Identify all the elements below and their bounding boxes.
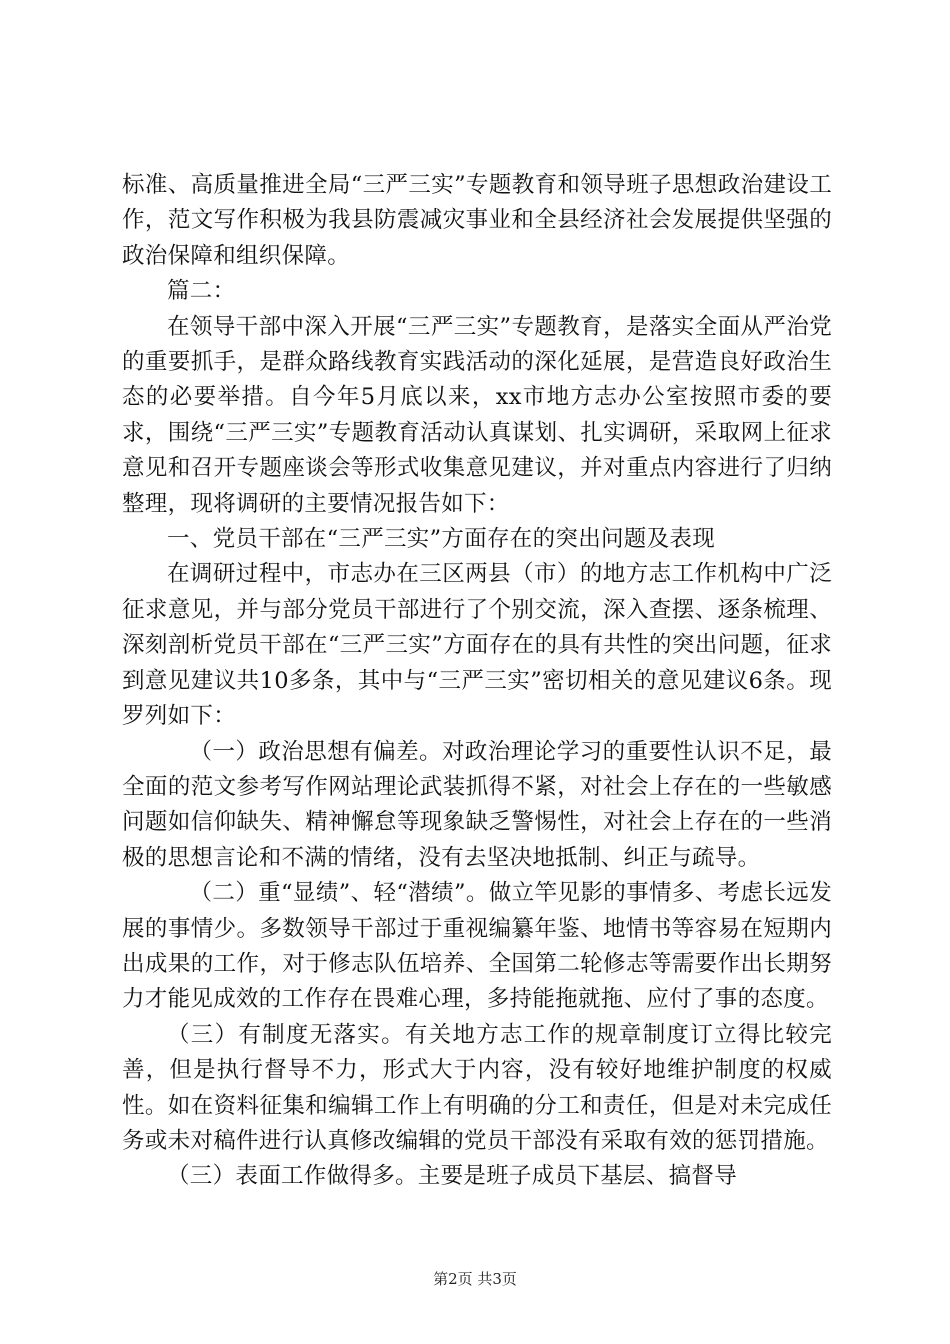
paragraph-continuation: 标准、高质量推进全局“三严三实”专题教育和领导班子思想政治建设工作，范文写作积极为我县防震减灾事业和全县经济社会发展提供坚强的政治保障和组织保障。 xyxy=(122,172,832,269)
paragraph-intro: 在领导干部中深入开展“三严三实”专题教育，是落实全面从严治党的重要抓手，是群众路线教育实践活动的深化延展，是营造良好政治生态的必要举措。自今年5月底以来，xx市地方志办公室按照市委的要求，围绕“三严三实”专题教育活动认真谋划、扎实调研，采取网上征求意见和召开专题座谈会等形式收集意见建议，并对重点内容进行了归纳整理，现将调研的主要情况报告如下： xyxy=(122,313,832,517)
page-footer: 第2页 共3页 xyxy=(433,1270,517,1288)
section-heading-1: 一、党员干部在“三严三实”方面存在的突出问题及表现 xyxy=(167,526,716,553)
list-item-3: （三）有制度无落实。有关地方志工作的规章制度订立得比较完善，但是执行督导不力，形式大于内容，没有较好地维护制度的权威性。如在资料征集和编辑工作上有明确的分工和责任，但是对未完成任务或未对稿件进行认真修改编辑的党员干部没有采取有效的惩罚措施。 xyxy=(122,1021,832,1154)
list-item-2: （二）重“显绩”、轻“潜绩”。做立竿见影的事情多、考虑长远发展的事情少。多数领导干部过于重视编纂年鉴、地情书等容易在短期内出成果的工作，对于修志队伍培养、全国第二轮修志等需要作出长期努力才能见成效的工作存在畏难心理，多持能拖就拖、应付了事的态度。 xyxy=(122,880,832,1013)
list-item-1: （一）政治思想有偏差。对政治理论学习的重要性认识不足，最全面的范文参考写作网站理论武装抓得不紧，对社会上存在的一些敏感问题如信仰缺失、精神懈怠等现象缺乏警惕性，对社会上存在的一些消极的思想言论和不满的情绪，没有去坚决地抵制、纠正与疏导。 xyxy=(122,738,832,871)
list-item-4: （三）表面工作做得多。主要是班子成员下基层、搞督导 xyxy=(167,1163,738,1190)
section-label-part-two: 篇二： xyxy=(167,278,236,305)
document-body xyxy=(122,168,832,1195)
paragraph-research: 在调研过程中，市志办在三区两县（市）的地方志工作机构中广泛征求意见，并与部分党员干部进行了个别交流，深入查摆、逐条梳理、深刻剖析党员干部在“三严三实”方面存在的具有共性的突出问题，征求到意见建议共10多条，其中与“三严三实”密切相关的意见建议6条。现罗列如下： xyxy=(122,561,832,730)
